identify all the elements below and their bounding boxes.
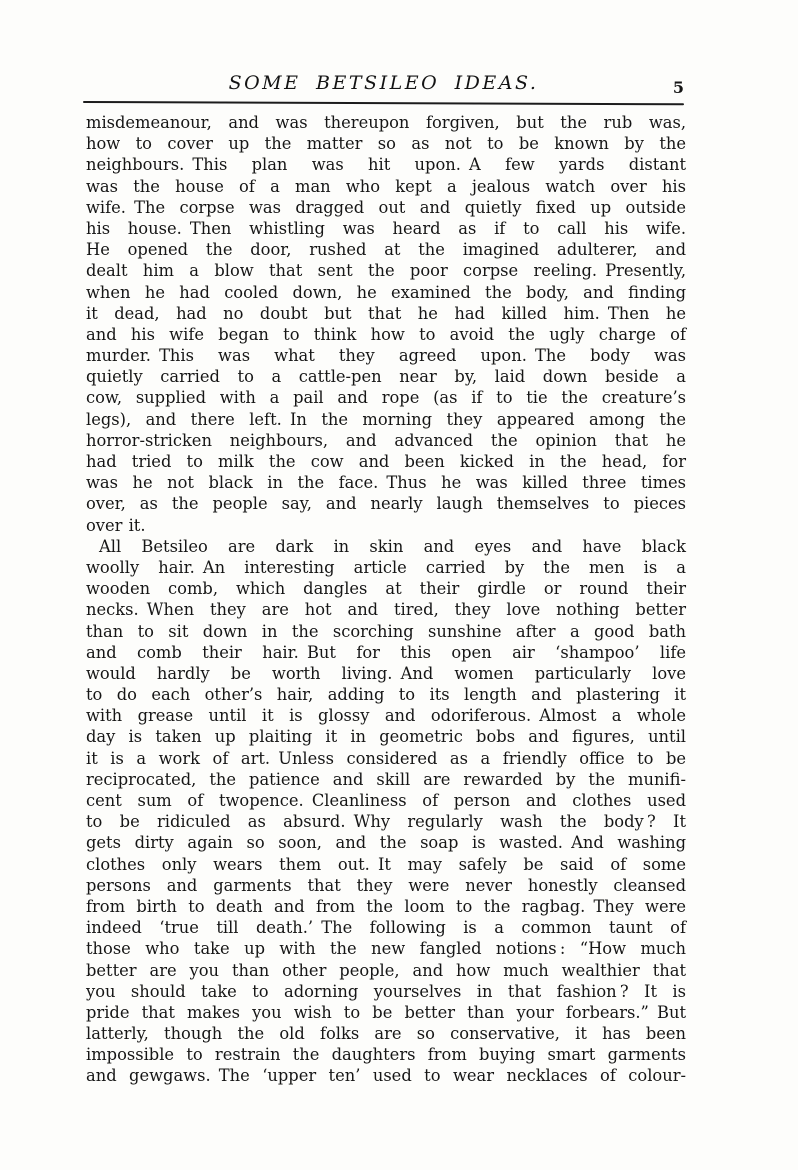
text-line: cent sum of twopence. Cleanliness of person and clothes used <box>86 791 686 810</box>
text-line: over it. <box>86 515 146 535</box>
text-line: over, as the people say, and nearly laugh themselves to pieces <box>86 494 686 514</box>
text-line: it is a work of art. Unless considered as a friendly office to be <box>86 748 686 768</box>
text-line: and gewgaws. The ‘upper ten’ used to wear necklaces of colour- <box>86 1066 686 1086</box>
text-line: quietly carried to a cattle-pen near by, laid down beside a <box>86 367 686 387</box>
text-line: woolly hair. An interesting article carried by the men is a <box>86 557 686 577</box>
running-header <box>83 72 684 100</box>
paragraph-one <box>86 112 686 536</box>
text-line: murder. This was what they agreed upon. The body was <box>86 346 686 366</box>
page-body <box>86 112 686 1087</box>
text-line: cow, supplied with a pail and rope (as if to tie the creature’s <box>86 388 686 408</box>
text-line: with grease until it is glossy and odoriferous. Almost a whole <box>86 706 686 726</box>
text-line: horror-stricken neighbours, and advanced the opinion that he <box>86 430 686 450</box>
text-line: persons and garments that they were never honestly cleansed <box>86 875 686 895</box>
text-line: clothes only wears them out. It may safely be said of some <box>86 854 686 874</box>
text-line: latterly, though the old folks are so conservative, it has been <box>86 1024 686 1044</box>
text-line: reciprocated, the patience and skill are rewarded by the munifi- <box>86 769 686 789</box>
text-line: to be ridiculed as absurd. Why regularly wash the body ? It <box>86 812 686 832</box>
text-line: you should take to adorning yourselves in that fashion ? It is <box>86 981 686 1001</box>
page-number: 5 <box>672 78 684 97</box>
text-line: neighbours. This plan was hit upon. A few yards distant <box>86 155 686 175</box>
text-line: would hardly be worth living. And women particularly love <box>86 663 686 683</box>
text-line: his house. Then whistling was heard as if to call his wife. <box>86 218 686 238</box>
text-line: better are you than other people, and how much wealthier that <box>86 960 686 980</box>
text-line: dealt him a blow that sent the poor corpse reeling. Presently, <box>86 261 686 281</box>
text-line: wife. The corpse was dragged out and quietly fixed up outside <box>86 197 686 217</box>
text-line: indeed ‘true till death.’ The following is a common taunt of <box>86 918 686 938</box>
text-line: it dead, had no doubt but that he had killed him. Then he <box>86 303 686 323</box>
page-title: SOME BETSILEO IDEAS. <box>228 72 539 94</box>
text-line: from birth to death and from the loom to the ragbag. They were <box>86 896 686 916</box>
text-line: day is taken up plaiting it in geometric bobs and figures, until <box>86 727 686 747</box>
text-line: and comb their hair. But for this open air ‘shampoo’ life <box>86 642 686 662</box>
text-line: than to sit down in the scorching sunshine after a good bath <box>86 621 686 641</box>
text-line: was the house of a man who kept a jealous watch over his <box>86 176 686 196</box>
text-line: impossible to restrain the daughters from buying smart garments <box>86 1045 686 1065</box>
text-line: legs), and there left. In the morning they appeared among the <box>86 409 686 429</box>
text-line: how to cover up the matter so as not to be known by the <box>86 134 686 154</box>
text-line: was he not black in the face. Thus he was killed three times <box>86 473 686 493</box>
text-line: had tried to milk the cow and been kicked in the head, for <box>86 452 686 471</box>
text-line: when he had cooled down, he examined the body, and finding <box>86 282 686 302</box>
text-line: those who take up with the new fangled notions : “How much <box>86 939 686 959</box>
text-line: necks. When they are hot and tired, they love nothing better <box>86 600 686 620</box>
text-line: pride that makes you wish to be better than your forbears.” But <box>86 1002 686 1022</box>
text-line: to do each other’s hair, adding to its length and plastering it <box>86 685 686 705</box>
text-line: and his wife began to think how to avoid the ugly charge of <box>86 324 686 344</box>
text-line: He opened the door, rushed at the imagined adulterer, and <box>86 240 686 260</box>
text-line: gets dirty again so soon, and the soap is wasted. And washing <box>86 833 686 853</box>
text-line: All Betsileo are dark in skin and eyes and have black <box>99 536 686 556</box>
text-line: misdemeanour, and was thereupon forgiven, but the rub was, <box>86 113 686 132</box>
header-rule-divider <box>83 101 684 106</box>
text-line: wooden comb, which dangles at their girdle or round their <box>86 579 686 599</box>
paragraph-two <box>86 536 686 1087</box>
